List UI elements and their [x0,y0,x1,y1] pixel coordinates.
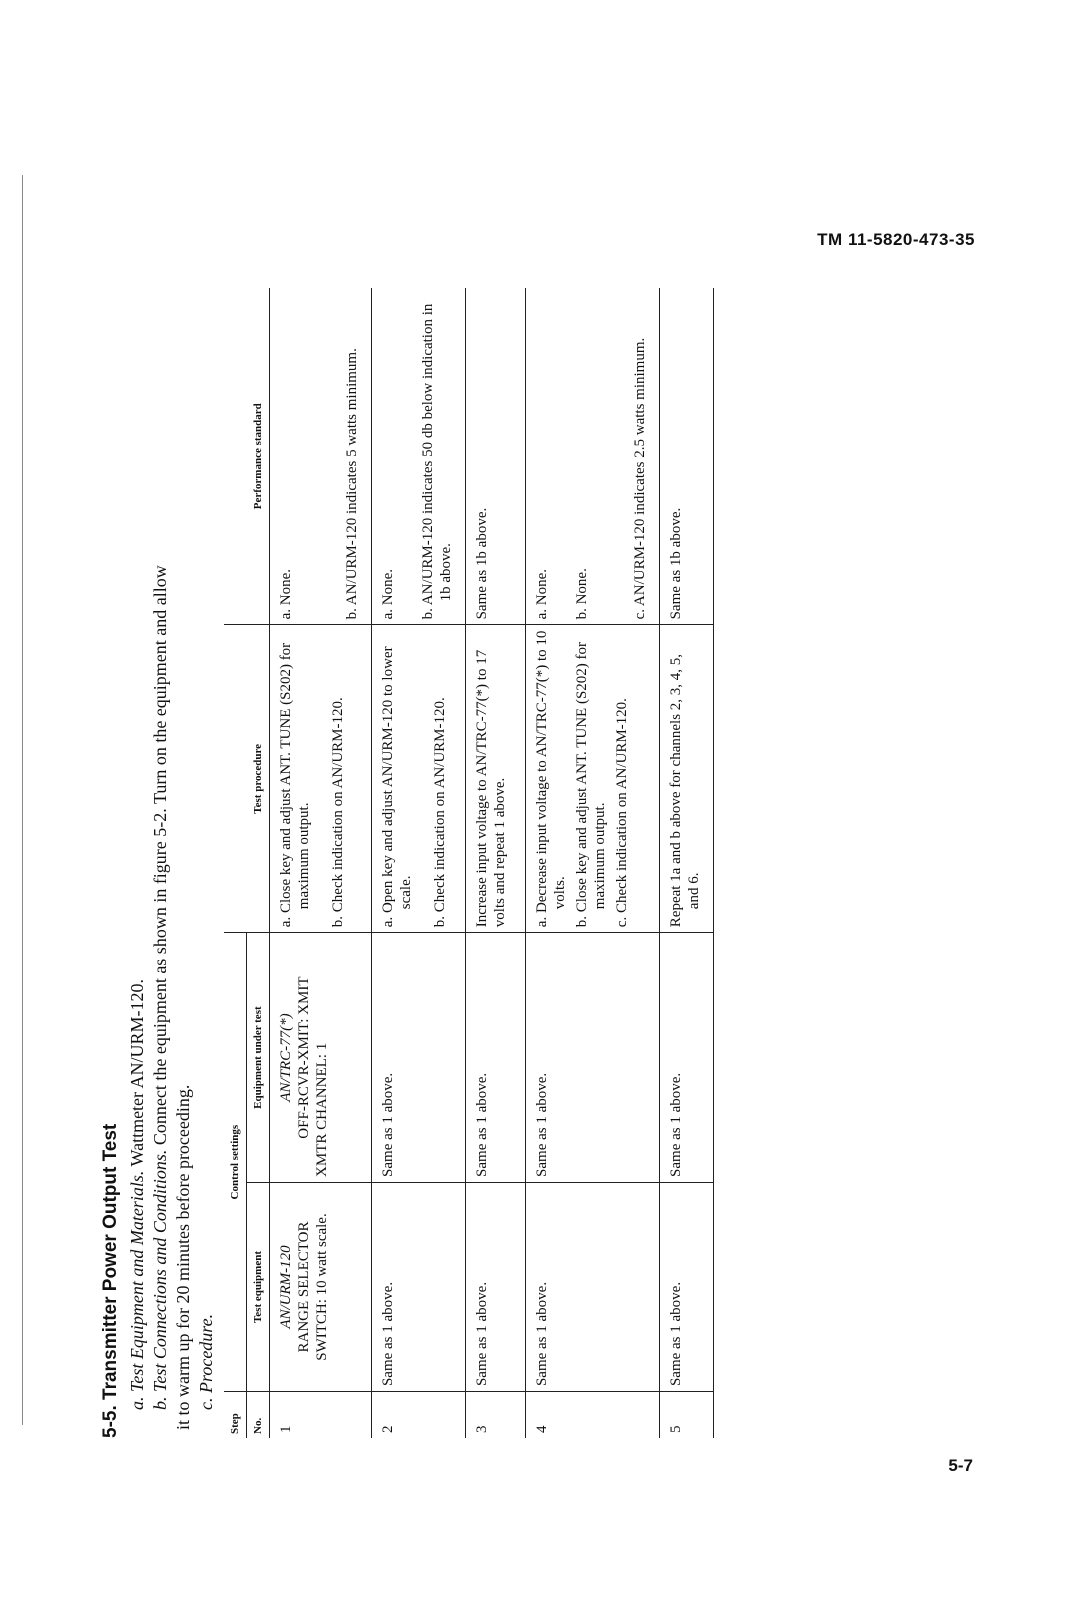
header-test-procedure: Test procedure [224,625,270,933]
procedure-table [224,288,714,1438]
performance-standard-cell [660,288,714,625]
equipment-under-test-cell: Same as 1 above. [466,933,526,1183]
paragraph-b [149,268,172,1438]
performance-item: a. None. [534,569,550,620]
test-procedure-cell [526,625,660,933]
header-equipment-under-test: Equipment under test [247,933,270,1183]
table-row [372,288,466,1438]
performance-standard-cell [526,288,660,625]
procedure-item: Repeat 1a and b above for channels 2, 3, 4, 5, and 6. [668,653,702,928]
eut-line: AN/TRC-77(*) [278,1013,294,1102]
equipment-under-test-cell: Same as 1 above. [660,933,714,1183]
test-equipment-cell: Same as 1 above. [466,1182,526,1391]
table-row [270,288,372,1438]
rotated-content [100,268,740,1438]
test-equipment-line: AN/URM-120 [278,1245,294,1329]
performance-item: c. AN/URM-120 indicates 2.5 watts minimum. [632,337,648,620]
step-number: 5 [660,1392,714,1438]
paragraph-c [195,268,218,1438]
procedure-item: c. Check indication on AN/URM-120. [614,698,630,928]
paragraph-b-heading: Test Connections and Conditions. [150,1149,170,1392]
procedure-item: a. Open key and adjust AN/URM-120 to lower scale. [380,646,414,928]
step-number: 1 [270,1392,372,1438]
performance-item: b. AN/URM-120 indicates 50 db below indication in 1b above. [420,303,454,620]
test-equipment-line: RANGE SELECTOR [296,1221,312,1353]
performance-item: Same as 1b above. [474,507,490,620]
page-number: 5-7 [948,1456,973,1475]
paragraph-b-text-line1: Connect the equipment as shown in figure 5-2. Turn on the equipment and allow [150,565,170,1146]
paragraph-a [126,268,149,1438]
test-equipment-cell: Same as 1 above. [660,1182,714,1391]
equipment-under-test-cell: Same as 1 above. [372,933,466,1183]
procedure-item: a. Close key and adjust ANT. TUNE (S202) for maximum output. [278,642,312,928]
test-equipment-line: SWITCH: 10 watt scale. [314,1213,330,1361]
test-procedure-cell [660,625,714,933]
procedure-item: b. Close key and adjust ANT. TUNE (S202) for maximum output. [574,641,608,928]
performance-standard-cell [466,288,526,625]
paragraph-b-label: b. [150,1396,170,1410]
table-row [526,288,660,1438]
paragraph-a-heading: Test Equipment and Materials. [127,1170,147,1392]
performance-item: b. None. [574,568,590,620]
step-number: 4 [526,1392,660,1438]
paragraph-a-label: a. [127,1396,147,1410]
test-equipment-cell: Same as 1 above. [526,1182,660,1391]
header-performance-standard: Performance standard [224,288,270,625]
procedure-item: b. Check indication on AN/URM-120. [330,697,346,928]
paragraph-c-heading: Procedure. [196,1313,216,1393]
section-title: 5-5. Transmitter Power Output Test [100,1123,121,1438]
eut-line: XMTR CHANNEL: 1 [314,1042,330,1177]
paragraph-a-text: Wattmeter AN/URM-120. [127,978,147,1167]
test-equipment-cell [270,1182,372,1391]
header-control-settings: Control settings [224,933,247,1392]
table-row [466,288,526,1438]
header-test-equipment: Test equipment [247,1182,270,1391]
performance-item: a. None. [380,569,396,620]
performance-item: a. None. [278,569,294,620]
step-number: 3 [466,1392,526,1438]
eut-line: OFF-RCVR-XMIT: XMIT [296,976,312,1139]
document-id: TM 11-5820-473-35 [817,230,975,249]
test-procedure-cell [466,625,526,933]
test-procedure-cell [270,625,372,933]
step-number: 2 [372,1392,466,1438]
paragraph-c-label: c. [196,1397,216,1410]
procedure-item: b. Check indication on AN/URM-120. [432,697,448,928]
equipment-under-test-cell: Same as 1 above. [526,933,660,1183]
performance-standard-cell [372,288,466,625]
procedure-item: a. Decrease input voltage to AN/TRC-77(*) to 10 volts. [534,630,568,928]
table-row [660,288,714,1438]
header-step: Step [229,1413,241,1434]
performance-item: b. AN/URM-120 indicates 5 watts minimum. [344,348,360,620]
performance-standard-cell [270,288,372,625]
test-equipment-cell: Same as 1 above. [372,1182,466,1391]
paragraph-b-continued: it to warm up for 20 minutes before proceeding. [173,1084,193,1430]
performance-item: Same as 1b above. [668,507,684,620]
procedure-item: Increase input voltage to AN/TRC-77(*) to 17 volts and repeat 1 above. [474,649,508,928]
margin-rule [22,175,23,1425]
equipment-under-test-cell [270,933,372,1183]
header-no: No. [247,1392,270,1438]
test-procedure-cell [372,625,466,933]
